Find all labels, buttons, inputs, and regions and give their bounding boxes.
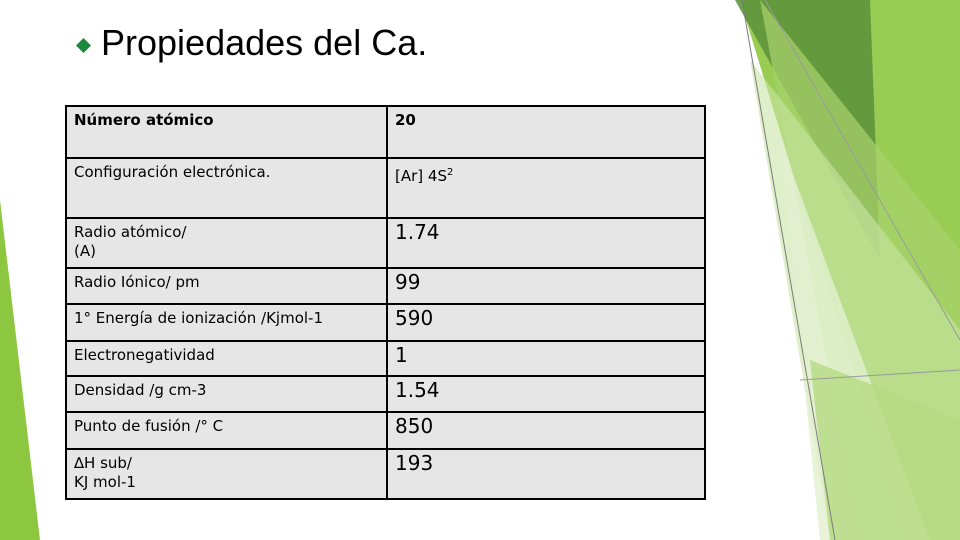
table-row	[66, 376, 705, 412]
table-cell-value: 1.54	[387, 376, 705, 412]
table-cell-value: 1	[387, 341, 705, 376]
table-cell-value: [Ar] $4S^2$	[387, 158, 705, 218]
table-cell-value: 850	[387, 412, 705, 449]
table-row	[66, 449, 705, 499]
table-cell-value: 99	[387, 268, 705, 304]
table-cell-label: Radio Iónico/ pm	[66, 268, 387, 304]
table-row	[66, 158, 705, 218]
table-cell-value: 590	[387, 304, 705, 341]
table-row	[66, 341, 705, 376]
table-cell-value: 193	[387, 449, 705, 499]
table-cell-value: 1.74	[387, 218, 705, 268]
table-cell-label: Número atómico	[66, 106, 387, 158]
diamond-bullet-icon	[76, 38, 91, 53]
table-cell-label: Punto de fusión /° C	[66, 412, 387, 449]
slide-title-row	[76, 22, 427, 64]
table-cell-label: Electronegatividad	[66, 341, 387, 376]
table-cell-label: ∆H sub/ KJ mol-1	[66, 449, 387, 499]
table-row	[66, 304, 705, 341]
table-row	[66, 268, 705, 304]
table-cell-label: Densidad /g cm-3	[66, 376, 387, 412]
table-row	[66, 218, 705, 268]
properties-table	[65, 105, 706, 500]
table-cell-label: Configuración electrónica.	[66, 158, 387, 218]
slide-title: Propiedades del Ca.	[101, 22, 428, 63]
table-row	[66, 106, 705, 158]
table-row	[66, 412, 705, 449]
table-cell-value: 20	[387, 106, 705, 158]
table-cell-label: Radio atómico/ (A)	[66, 218, 387, 268]
table-cell-label: 1° Energía de ionización /Kjmol-1	[66, 304, 387, 341]
